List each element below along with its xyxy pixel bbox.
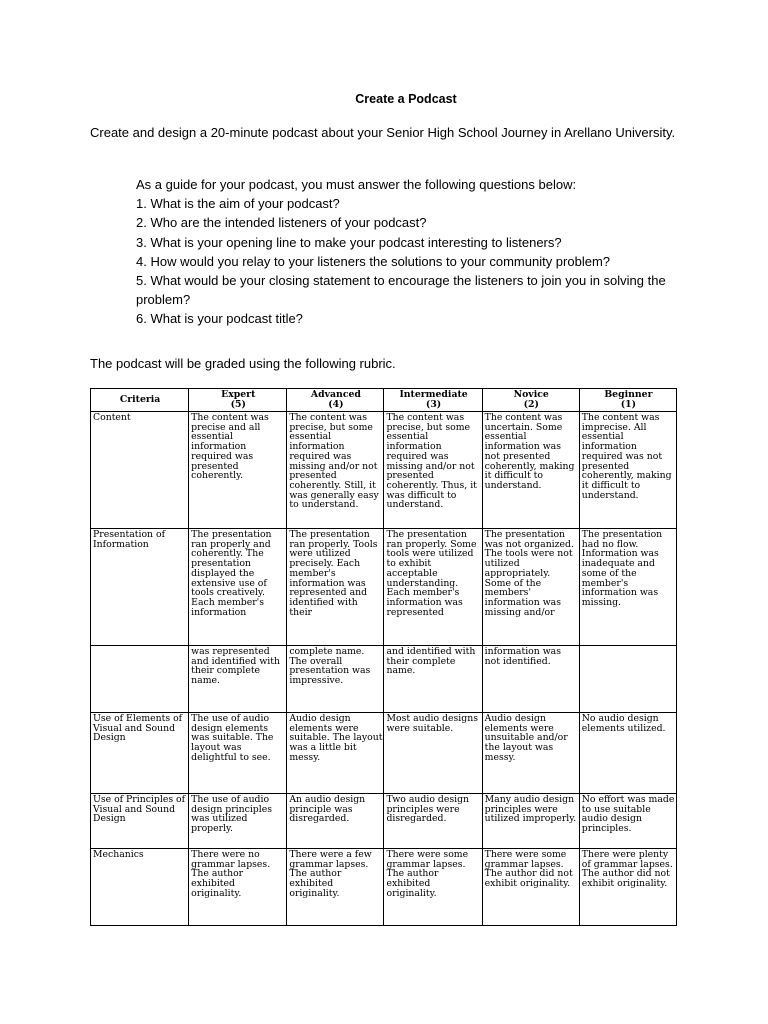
intro-paragraph: Create and design a 20-minute podcast about your Senior High School Journey in Arellano University. [90, 125, 676, 140]
rubric-criteria-cell [91, 646, 189, 713]
rubric-table [90, 388, 677, 926]
guide-lead: As a guide for your podcast, you must answer the following questions below: [136, 177, 577, 192]
rubric-header-criteria [91, 389, 189, 412]
rubric-row-principles [91, 794, 677, 849]
header-name: Novice [513, 389, 549, 401]
guide-question: 2. Who are the intended listeners of your podcast? [136, 215, 427, 231]
rubric-cell: Most audio designs were suitable. [384, 713, 482, 794]
rubric-cell: There were no grammar lapses. The author exhibited originality. [189, 849, 287, 926]
rubric-cell [579, 646, 676, 713]
rubric-cell: There were some grammar lapses. The author exhibited originality. [384, 849, 482, 926]
rubric-cell: An audio design principle was disregarded. [287, 794, 384, 849]
rubric-cell: The content was precise and all essential information required was presented coherently. [189, 412, 287, 529]
header-name: Criteria [119, 394, 161, 406]
rubric-cell: There were plenty of grammar lapses. The author did not exhibit originality. [579, 849, 676, 926]
rubric-criteria-cell: Use of Elements of Visual and Sound Design [91, 713, 189, 794]
rubric-intro: The podcast will be graded using the following rubric. [90, 356, 396, 371]
rubric-header-row [91, 389, 677, 412]
rubric-criteria-cell: Content [91, 412, 189, 529]
header-score: (5) [230, 399, 246, 410]
header-score: (3) [425, 399, 442, 410]
rubric-row-elements [91, 713, 677, 794]
page-title: Create a Podcast [355, 92, 457, 106]
header-score: (4) [328, 399, 344, 410]
rubric-row-content [91, 412, 677, 529]
rubric-header-beginner [579, 389, 676, 412]
rubric-cell: The use of audio design principles was utilized properly. [189, 794, 287, 849]
guide-question: 3. What is your opening line to make your podcast interesting to listeners? [136, 234, 562, 250]
rubric-header-intermediate [384, 389, 482, 412]
rubric-row-mechanics [91, 849, 677, 926]
rubric-cell: The presentation ran properly. Some tools were utilized to exhibit acceptable understanding. Each member's information was represented [384, 529, 482, 646]
rubric-cell: complete name. The overall presentation was impressive. [287, 646, 384, 713]
rubric-cell: The content was precise, but some essential information required was missing and/or not presented coherently. Still, it was generally easy to understand. [287, 412, 384, 529]
rubric-cell: There were some grammar lapses. The author did not exhibit originality. [482, 849, 579, 926]
rubric-header-novice [482, 389, 579, 412]
rubric-cell: Audio design elements were unsuitable and/or the layout was messy. [482, 713, 579, 794]
guide-question: 6. What is your podcast title? [136, 311, 303, 327]
guide-question: 5. What would be your closing statement to encourage the listeners to join you in solving the problem? [136, 273, 666, 308]
rubric-cell: The content was imprecise. All essential information required was not presented coherently, making it difficult to understand. [579, 412, 676, 529]
rubric-cell: Many audio design principles were utilized improperly. [482, 794, 579, 849]
guide-block [136, 175, 681, 329]
rubric-criteria-cell: Use of Principles of Visual and Sound Design [91, 794, 189, 849]
rubric-header-expert [189, 389, 287, 412]
rubric-cell: The presentation was not organized. The tools were not utilized appropriately. Some of the members' information was missing and/or [482, 529, 579, 646]
rubric-cell: Two audio design principles were disregarded. [384, 794, 482, 849]
header-score: (2) [523, 399, 539, 410]
rubric-cell: and identified with their complete name. [384, 646, 482, 713]
rubric-row-presentation [91, 529, 677, 646]
rubric-cell: The presentation ran properly. Tools were utilized precisely. Each member's information was represented and identified with their [287, 529, 384, 646]
rubric-cell: No audio design elements utilized. [579, 713, 676, 794]
rubric-row-presentation-continued [91, 646, 677, 713]
rubric-header-advanced [287, 389, 384, 412]
rubric-cell: The content was precise, but some essential information required was missing and/or not presented coherently. Thus, it was difficult to understand. [384, 412, 482, 529]
rubric-cell: information was not identified. [482, 646, 579, 713]
header-name: Expert [221, 389, 256, 401]
rubric-cell: The content was uncertain. Some essential information was not presented coherently, making it difficult to understand. [482, 412, 579, 529]
rubric-cell: The presentation had no flow. Information was inadequate and some of the member's information was missing. [579, 529, 676, 646]
rubric-cell: The use of audio design elements was suitable. The layout was delightful to see. [189, 713, 287, 794]
rubric-cell: was represented and identified with their complete name. [189, 646, 287, 713]
header-score: (1) [620, 399, 637, 410]
rubric-cell: The presentation ran properly and coherently. The presentation displayed the extensive use of tools creatively. Each member's information [189, 529, 287, 646]
guide-question: 4. How would you relay to your listeners the solutions to your community problem? [136, 253, 610, 269]
header-name: Intermediate [399, 389, 468, 401]
guide-question: 1. What is the aim of your podcast? [136, 196, 340, 212]
rubric-cell: No effort was made to use suitable audio design principles. [579, 794, 676, 849]
rubric-criteria-cell: Mechanics [91, 849, 189, 926]
rubric-cell: Audio design elements were suitable. The layout was a little bit messy. [287, 713, 384, 794]
header-name: Beginner [604, 389, 653, 401]
header-name: Advanced [310, 389, 361, 401]
rubric-cell: There were a few grammar lapses. The author exhibited originality. [287, 849, 384, 926]
rubric-criteria-cell: Presentation of Information [91, 529, 189, 646]
